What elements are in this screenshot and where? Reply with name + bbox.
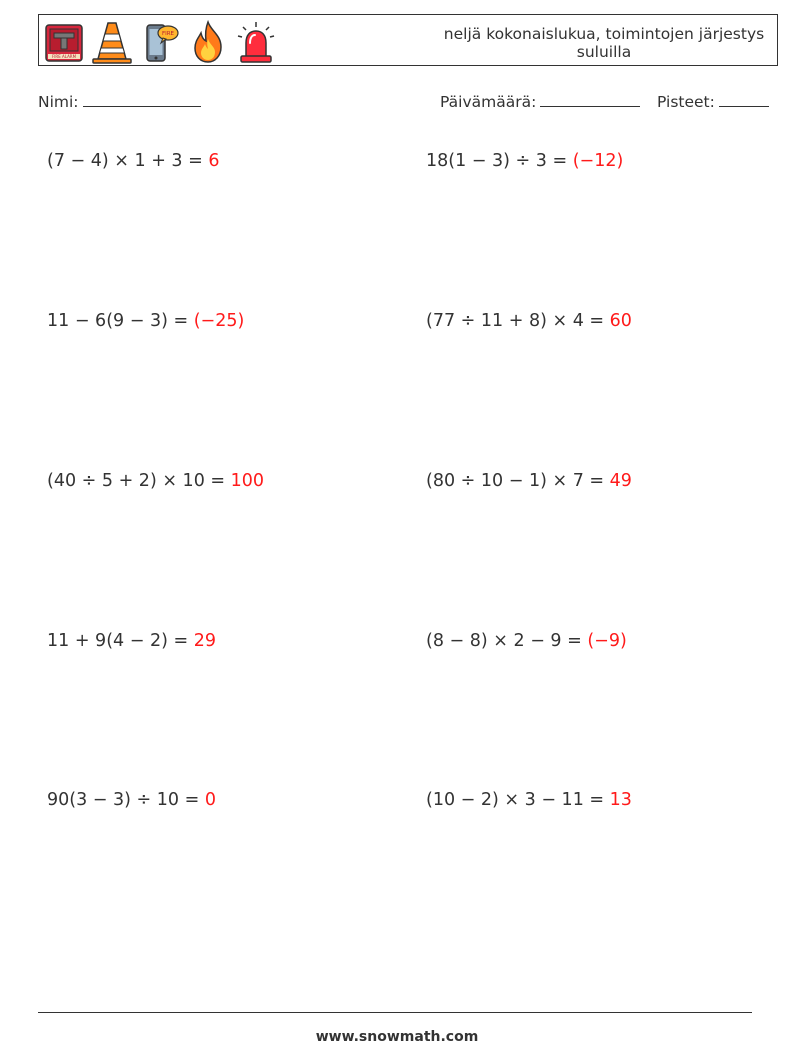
problem-answer: (−12) (572, 151, 624, 171)
name-field (38, 93, 201, 111)
name-label: Nimi: (38, 93, 79, 111)
footer-site[interactable]: www.snowmath.com (315, 1029, 479, 1045)
problem-9 (47, 790, 216, 810)
problem-3 (47, 311, 244, 331)
problem-expression: 11 + 9(4 − 2) = (47, 631, 194, 651)
phone-fire-icon (139, 19, 181, 65)
problem-expression: (77 ÷ 11 + 8) × 4 = (426, 311, 610, 331)
problem-expression: (80 ÷ 10 − 1) × 7 = (426, 471, 610, 491)
date-blank[interactable] (540, 105, 640, 107)
problem-answer: (−25) (193, 311, 245, 331)
problem-answer: 13 (609, 790, 632, 810)
name-blank[interactable] (83, 105, 201, 107)
worksheet-title (419, 25, 789, 61)
problem-7 (47, 631, 216, 651)
traffic-cone-icon (91, 19, 133, 65)
problem-expression: (10 − 2) × 3 − 11 = (426, 790, 610, 810)
problem-expression: (8 − 8) × 2 − 9 = (426, 631, 588, 651)
fire-alarm-icon (43, 19, 85, 65)
siren-icon (235, 19, 277, 65)
header-icons (43, 19, 277, 65)
footer-divider (38, 1012, 752, 1013)
title-line-1: neljä kokonaislukua, toimintojen järjestys (443, 25, 765, 43)
problem-expression: (7 − 4) × 1 + 3 = (47, 151, 209, 171)
phone-fire-label: FIRE (161, 31, 175, 37)
problem-answer: 100 (230, 471, 265, 491)
problem-answer: 49 (609, 471, 632, 491)
problem-answer: (−9) (587, 631, 627, 651)
problem-10 (426, 790, 632, 810)
problem-6 (426, 471, 632, 491)
problem-answer: 6 (208, 151, 220, 171)
problem-4 (426, 311, 632, 331)
flame-icon (187, 19, 229, 65)
problem-2 (426, 151, 623, 171)
fire-alarm-label: FIRE ALARM (51, 54, 77, 60)
date-field (440, 93, 640, 111)
problem-1 (47, 151, 220, 171)
worksheet-header (38, 14, 778, 66)
problem-expression: 11 − 6(9 − 3) = (47, 311, 194, 331)
problem-answer: 0 (204, 790, 216, 810)
score-field (657, 93, 769, 111)
problem-expression: (40 ÷ 5 + 2) × 10 = (47, 471, 231, 491)
problem-expression: 90(3 − 3) ÷ 10 = (47, 790, 205, 810)
problem-answer: 29 (193, 631, 216, 651)
score-label: Pisteet: (657, 93, 715, 111)
title-line-2: suluilla (576, 43, 632, 61)
problem-5 (47, 471, 264, 491)
problem-expression: 18(1 − 3) ÷ 3 = (426, 151, 573, 171)
score-blank[interactable] (719, 105, 769, 107)
date-label: Päivämäärä: (440, 93, 537, 111)
problem-answer: 60 (609, 311, 632, 331)
problem-8 (426, 631, 627, 651)
